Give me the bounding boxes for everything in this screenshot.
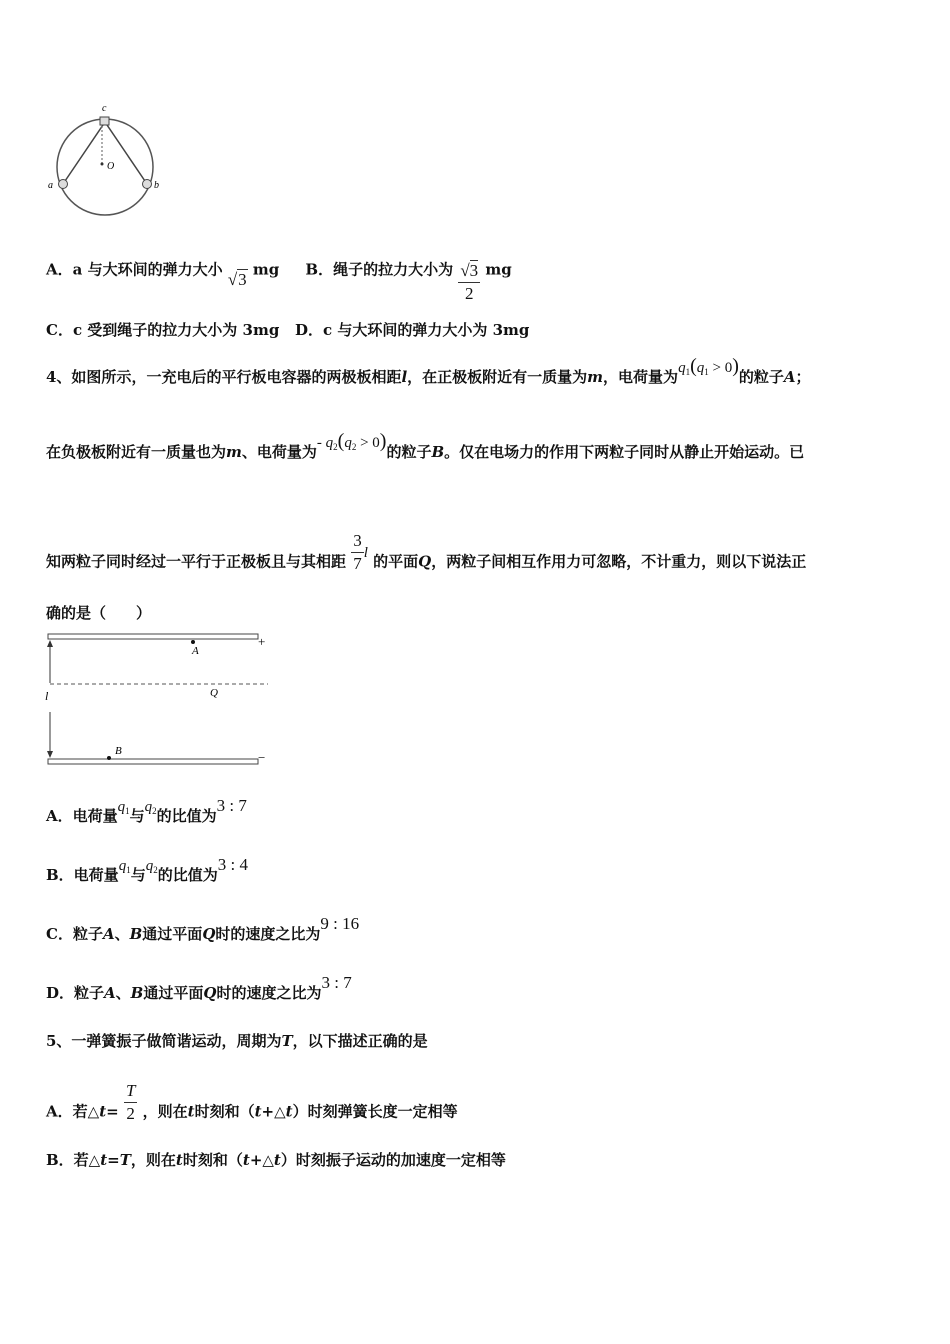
- label-l: l: [45, 689, 49, 703]
- q4-stem-line3: 知两粒子同时经过一平行于正极板且与其相距 $\frac{3}{7}$ l 的平面Q，两粒子间相互作用力可忽略，不计重力，则以下说法正: [46, 531, 807, 573]
- q4-stem-line1: 4、如图所示，一充电后的平行板电容器的两极板相距l，在正极板附近有一质量为m，电荷量为$q_1(q_1 > 0)$的粒子A；: [46, 355, 811, 386]
- label-particle-b: B: [115, 745, 122, 757]
- q5-option-a: A．若△t= $\frac{T}{2}$ ，则在t时刻和（t+△t）时刻弹簧长度一定相等: [46, 1081, 458, 1123]
- label-minus: −: [258, 750, 266, 765]
- q4-stem-line4: 确的是（ ）: [46, 604, 152, 622]
- capacitor-figure: [40, 628, 280, 770]
- negative-plate: [48, 759, 258, 764]
- q3-option-b-text: B．绳子的拉力大小为: [305, 260, 454, 279]
- label-a: a: [48, 180, 53, 191]
- center-dot: [101, 163, 104, 166]
- ring-a: [59, 180, 68, 189]
- q4-stem-line2: 在负极板附近有一质量也为m、电荷量为- $q_2(q_2 > 0)$的粒子B。仅在电场力的作用下两粒子同时从静止开始运动。已: [46, 430, 805, 461]
- q4-option-a: A．电荷量$q_1$与$q_2$的比值为3 : 7: [46, 796, 247, 825]
- q3-option-c: C．c 受到绳子的拉力大小为 3mg: [46, 321, 280, 339]
- q3-option-d: D．c 与大环间的弹力大小为 3mg: [295, 321, 530, 339]
- q4-option-d: D．粒子A、B通过平面Q时的速度之比为3 : 7: [46, 973, 352, 1002]
- ring-figure: [40, 98, 180, 218]
- ring-b: [143, 180, 152, 189]
- particle-a: [191, 640, 195, 644]
- particle-b: [107, 756, 111, 760]
- frac-sqrt3-over-2: $\frac{√3}{2}$: [460, 261, 479, 303]
- rope-right: [105, 122, 147, 184]
- large-ring: [57, 119, 153, 215]
- positive-plate: [48, 634, 258, 639]
- q5-stem: 5、一弹簧振子做简谐运动，周期为T，以下描述正确的是: [46, 1032, 428, 1050]
- label-c: c: [102, 103, 107, 114]
- ring-c: [100, 117, 109, 125]
- frac-t-over-2: $\frac{T}{2}$: [125, 1081, 136, 1123]
- q3-option-a-unit: mg: [252, 260, 280, 279]
- q5-option-b: B．若△t=T，则在t时刻和（t+△t）时刻振子运动的加速度一定相等: [46, 1151, 506, 1169]
- arrow-head-up: [47, 640, 53, 647]
- rope-left: [63, 122, 105, 184]
- label-o: O: [107, 161, 115, 172]
- q3-options-ab: [46, 248, 512, 303]
- q4-option-c: C．粒子A、B通过平面Q时的速度之比为9 : 16: [46, 914, 360, 943]
- label-b: b: [154, 180, 159, 191]
- label-q: Q: [210, 687, 218, 699]
- sqrt-3: √3: [227, 269, 247, 289]
- q3-option-b-unit: mg: [485, 260, 512, 279]
- label-particle-a: A: [192, 645, 199, 657]
- q4-option-b: B．电荷量$q_1$与$q_2$的比值为3 : 4: [46, 855, 248, 884]
- q3-options-cd: [46, 320, 529, 340]
- frac-3-7: $\frac{3}{7}$: [353, 531, 362, 573]
- q3-option-a-text: A．a 与大环间的弹力大小: [46, 260, 223, 279]
- arrow-head-down: [47, 751, 53, 758]
- label-plus: +: [258, 634, 266, 649]
